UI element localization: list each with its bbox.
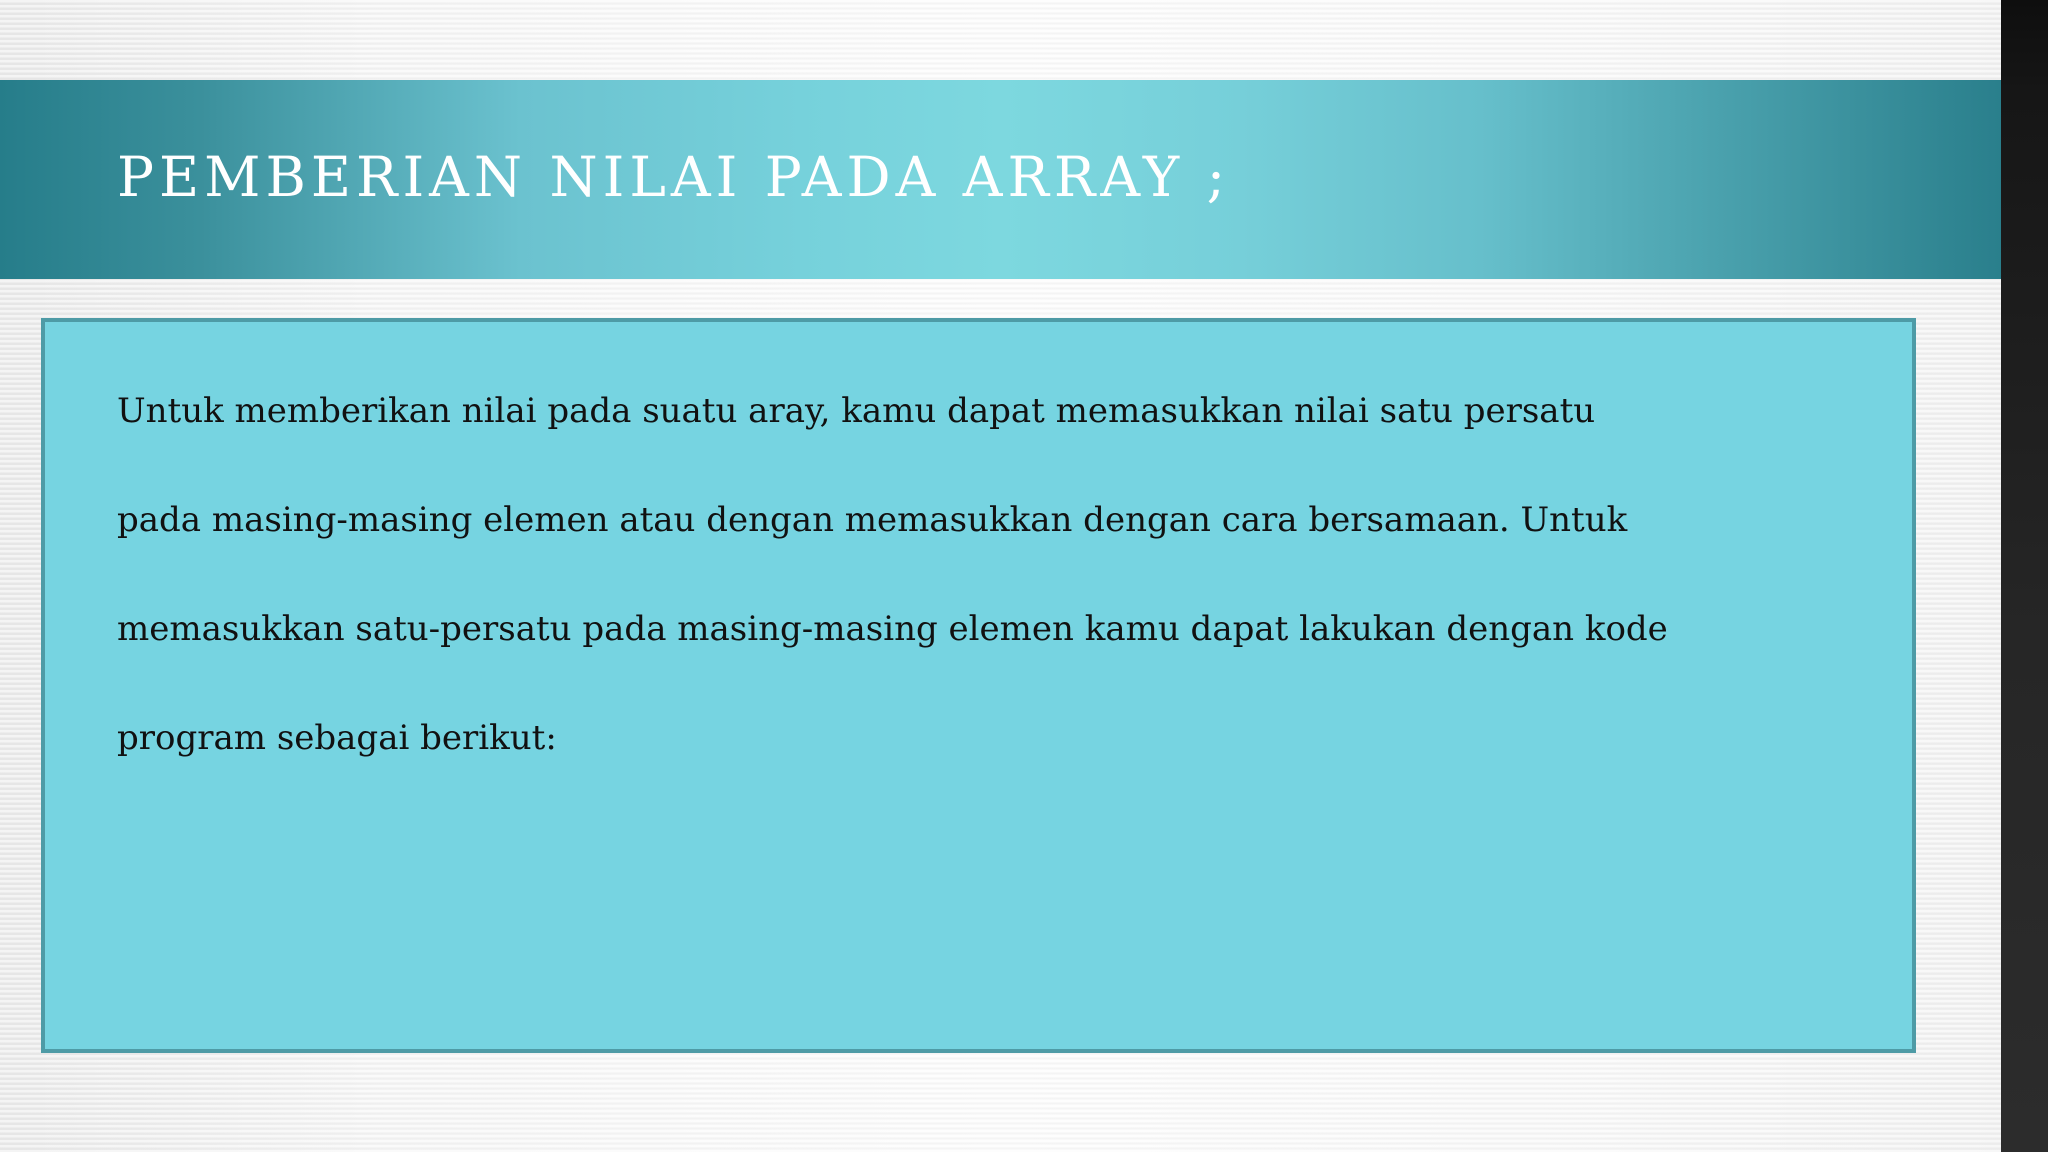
slide-title: PEMBERIAN NILAI PADA ARRAY ; (117, 145, 1231, 209)
body-text-line: program sebagai berikut: (117, 718, 557, 758)
window-edge-bar (2001, 0, 2048, 1152)
body-text-line: Untuk memberikan nilai pada suatu aray, kamu dapat memasukkan nilai satu persatu (117, 391, 1596, 431)
body-text-line: pada masing-masing elemen atau dengan memasukkan dengan cara bersamaan. Untuk (117, 500, 1628, 540)
body-text-line: memasukkan satu-persatu pada masing-masing elemen kamu dapat lakukan dengan kode (117, 609, 1668, 649)
